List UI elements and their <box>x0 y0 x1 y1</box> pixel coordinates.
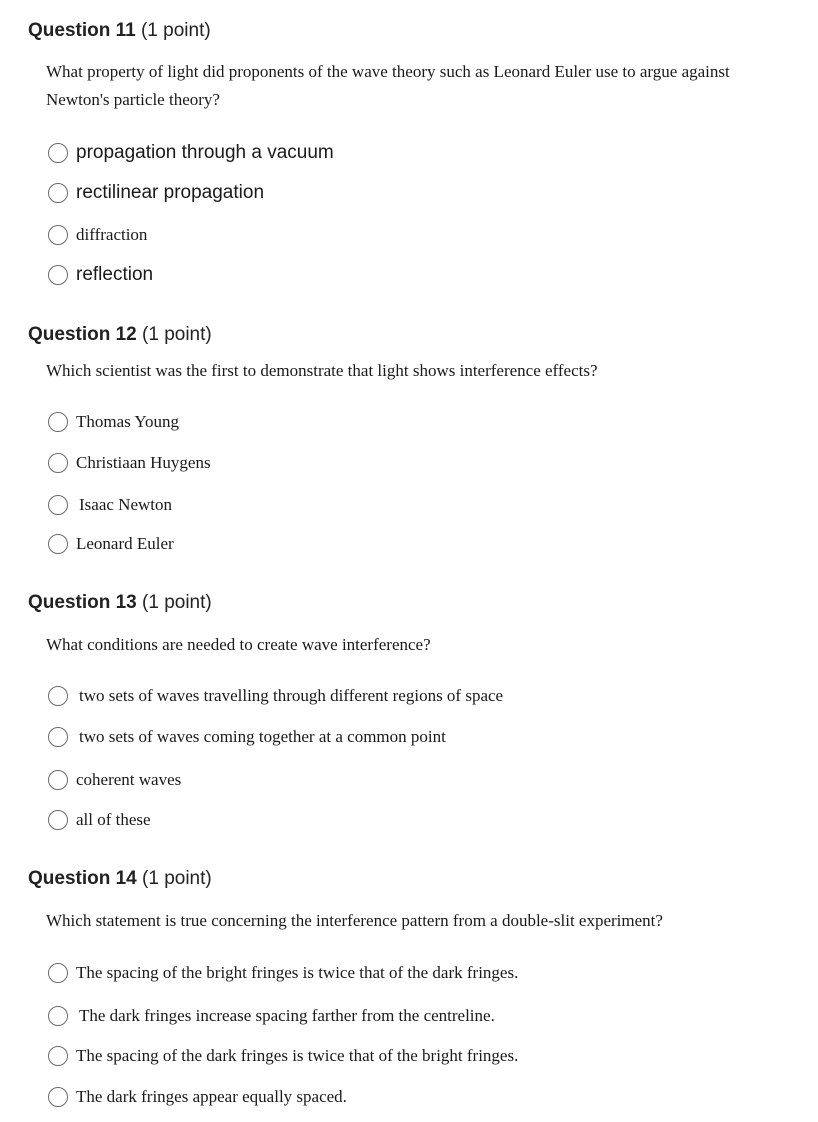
radio-button[interactable] <box>48 265 68 285</box>
option-label: diffraction <box>76 225 148 244</box>
question-title: Question 13 <box>28 592 137 613</box>
answer-option[interactable] <box>48 1084 347 1110</box>
answer-option[interactable] <box>48 724 446 750</box>
radio-button[interactable] <box>48 1006 68 1026</box>
answer-option[interactable] <box>48 262 153 288</box>
answer-option[interactable] <box>48 531 174 557</box>
question-header <box>28 323 798 347</box>
option-label: all of these <box>76 810 151 829</box>
answer-option[interactable] <box>48 683 503 709</box>
radio-button[interactable] <box>48 686 68 706</box>
option-label: rectilinear propagation <box>76 182 265 203</box>
question-14 <box>28 867 798 1106</box>
question-header <box>28 867 798 891</box>
option-label: Leonard Euler <box>76 534 174 553</box>
question-13 <box>28 591 798 829</box>
option-label: The dark fringes increase spacing farther from the centreline. <box>79 1006 495 1025</box>
option-label: The dark fringes appear equally spaced. <box>76 1087 347 1106</box>
radio-button[interactable] <box>48 495 68 515</box>
answer-option[interactable] <box>48 807 151 833</box>
radio-button[interactable] <box>48 225 68 245</box>
radio-button[interactable] <box>48 810 68 830</box>
question-header <box>28 19 798 43</box>
option-label: The spacing of the bright fringes is twice that of the dark fringes. <box>76 963 519 982</box>
radio-button[interactable] <box>48 143 68 163</box>
radio-button[interactable] <box>48 412 68 432</box>
radio-button[interactable] <box>48 727 68 747</box>
radio-button[interactable] <box>48 1087 68 1107</box>
question-points: (1 point) <box>142 868 212 889</box>
radio-button[interactable] <box>48 963 68 983</box>
question-title: Question 11 <box>28 20 136 41</box>
question-points: (1 point) <box>142 324 212 345</box>
option-label: two sets of waves coming together at a common point <box>79 727 446 746</box>
answer-option[interactable] <box>48 450 211 476</box>
answer-option[interactable] <box>48 180 264 206</box>
question-text: Which scientist was the first to demonstrate that light shows interference effects? <box>46 361 598 380</box>
option-label: propagation through a vacuum <box>76 142 334 163</box>
question-title: Question 12 <box>28 324 137 345</box>
question-12 <box>28 323 798 553</box>
option-label: Christiaan Huygens <box>76 453 211 472</box>
question-points: (1 point) <box>142 592 212 613</box>
answer-option[interactable] <box>48 492 172 518</box>
radio-button[interactable] <box>48 183 68 203</box>
answer-option[interactable] <box>48 140 334 166</box>
option-label: coherent waves <box>76 770 182 789</box>
radio-button[interactable] <box>48 770 68 790</box>
question-title: Question 14 <box>28 868 137 889</box>
option-label: Isaac Newton <box>79 495 172 514</box>
question-header <box>28 591 798 615</box>
answer-option[interactable] <box>48 1003 495 1029</box>
radio-button[interactable] <box>48 453 68 473</box>
option-label: two sets of waves travelling through different regions of space <box>79 686 504 705</box>
option-label: The spacing of the dark fringes is twice that of the bright fringes. <box>76 1046 519 1065</box>
question-text: What conditions are needed to create wave interference? <box>46 635 431 654</box>
answer-option[interactable] <box>48 960 518 986</box>
question-text: What property of light did proponents of the wave theory such as Leonard Euler use to argue against Newton's particle theory? <box>46 62 730 109</box>
question-11 <box>28 19 798 285</box>
question-text: Which statement is true concerning the interference pattern from a double-slit experiment? <box>46 911 663 930</box>
answer-option[interactable] <box>48 1043 518 1069</box>
answer-option[interactable] <box>48 222 147 248</box>
question-points: (1 point) <box>140 20 211 41</box>
radio-button[interactable] <box>48 1046 68 1066</box>
option-label: reflection <box>76 264 154 285</box>
answer-option[interactable] <box>48 409 179 435</box>
option-label: Thomas Young <box>76 412 179 431</box>
radio-button[interactable] <box>48 534 68 554</box>
answer-option[interactable] <box>48 767 181 793</box>
